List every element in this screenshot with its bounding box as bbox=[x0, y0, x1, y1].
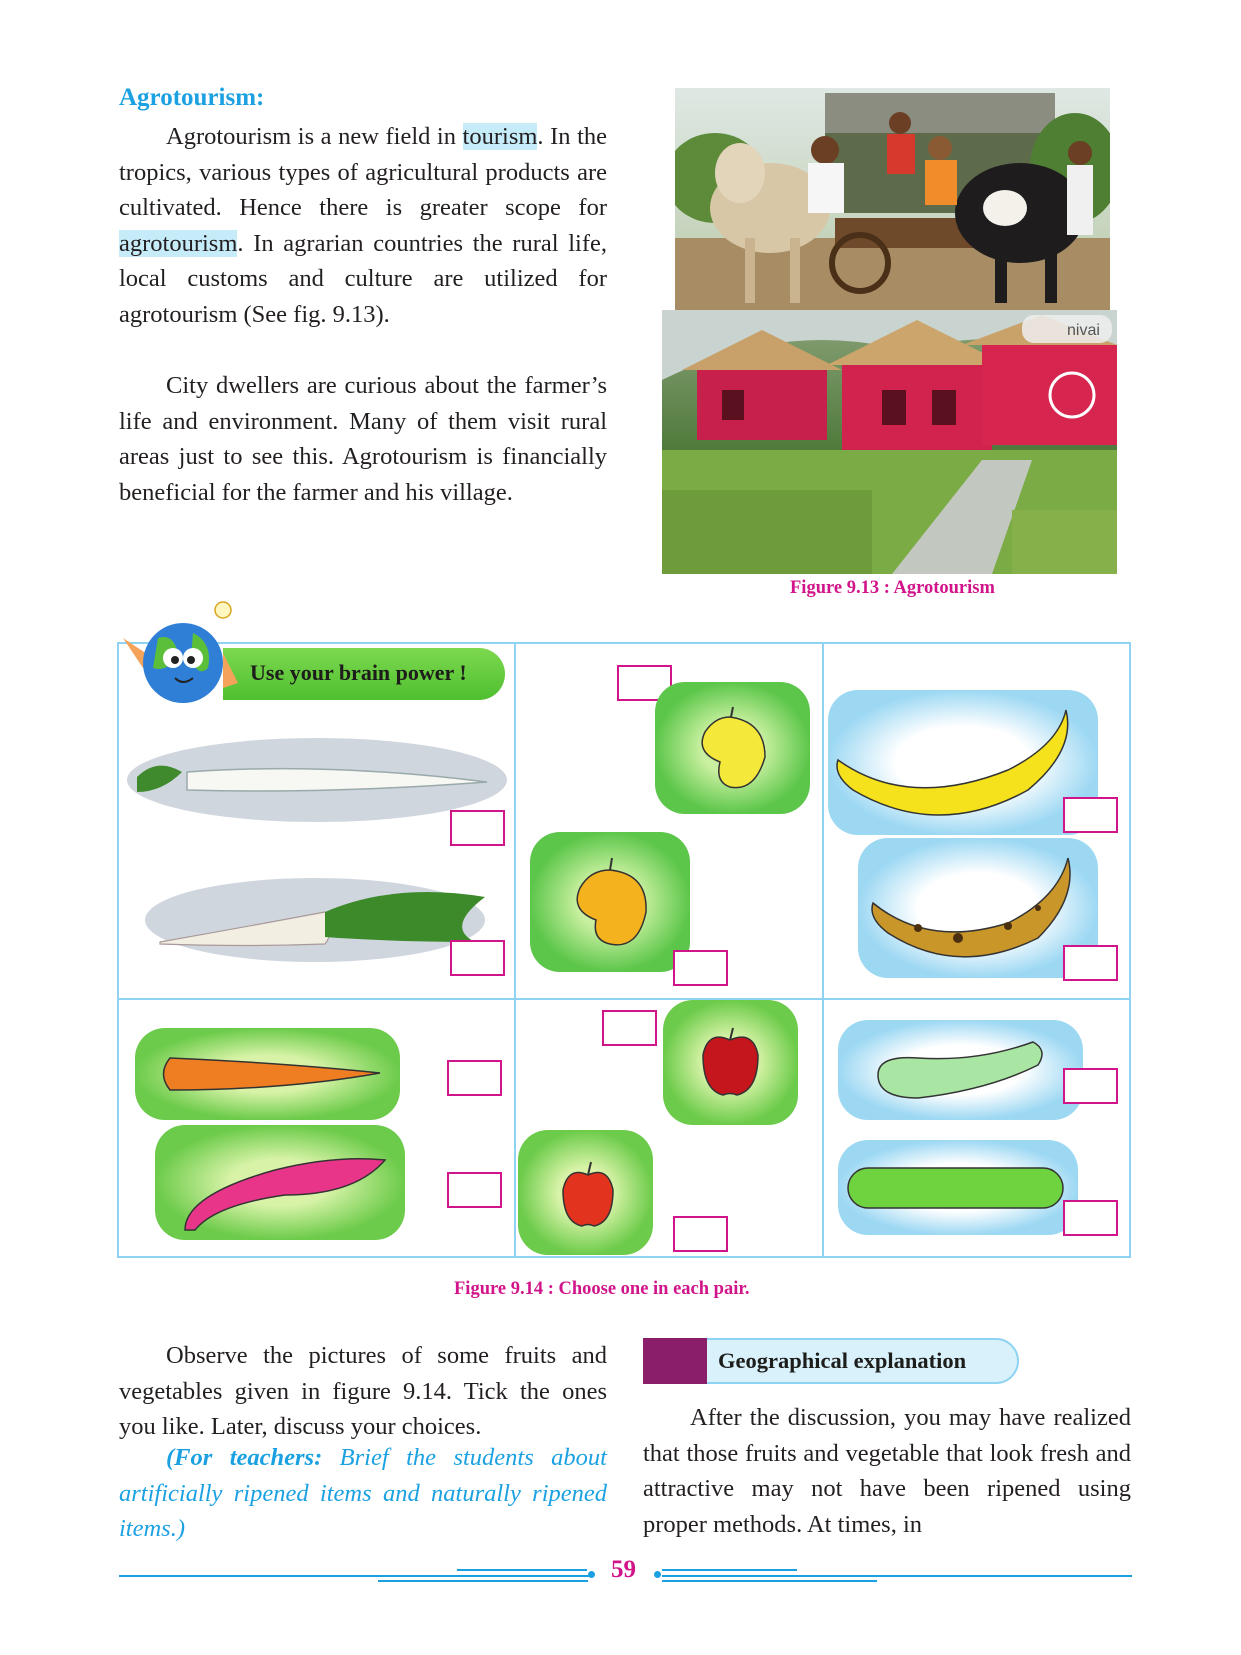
watermark-text: nivai bbox=[1067, 322, 1100, 339]
footer-line-left-lower bbox=[378, 1580, 588, 1582]
tick-box-apple[interactable] bbox=[602, 1010, 657, 1046]
teachers-text: Brief the students about artificially ripened items and naturally ripened items.) bbox=[119, 1444, 607, 1542]
footer-dot-right bbox=[654, 1571, 661, 1578]
tick-box-bottle-gourd[interactable] bbox=[1063, 1068, 1118, 1104]
item-mango bbox=[655, 682, 810, 814]
globe-mascot-icon bbox=[113, 598, 248, 708]
tick-box-spotted-banana[interactable] bbox=[1063, 945, 1118, 981]
teachers-label: (For teachers: bbox=[166, 1444, 323, 1471]
highlight-tourism: tourism bbox=[462, 123, 538, 150]
page-number: 59 bbox=[611, 1556, 636, 1583]
paragraph-geo-explanation: After the discussion, you may have realized that those fruits and vegetable that look fresh and attractive may not have been ripened using proper methods. At times, in bbox=[643, 1404, 1131, 1538]
tick-box-ripe-mango[interactable] bbox=[673, 950, 728, 986]
footer-line-left bbox=[119, 1575, 589, 1577]
tick-box-carrot[interactable] bbox=[447, 1060, 502, 1096]
brain-power-label: Use your brain power ! bbox=[250, 660, 467, 685]
item-bottle-gourd bbox=[838, 1020, 1083, 1120]
tick-box-small-apple[interactable] bbox=[673, 1216, 728, 1252]
item-carrot bbox=[135, 1028, 400, 1120]
p1-text-2: . In the tropics, various types of agricultural products are cultivated. Hence there is greater scope for bbox=[119, 123, 607, 221]
photo-bullock-cart bbox=[675, 88, 1110, 310]
footer-line-right-upper bbox=[662, 1569, 797, 1571]
footer-dot-left bbox=[588, 1571, 595, 1578]
section-heading: Agrotourism: bbox=[119, 84, 265, 111]
footer-line-right-lower bbox=[662, 1580, 877, 1582]
item-spotted-banana bbox=[858, 838, 1098, 978]
tick-box-banana[interactable] bbox=[1063, 797, 1118, 833]
geo-explanation-marker bbox=[643, 1338, 707, 1384]
item-small-apple bbox=[518, 1130, 653, 1255]
item-cucumber bbox=[838, 1140, 1078, 1235]
tick-box-white-radish[interactable] bbox=[450, 810, 505, 846]
tick-box-cucumber[interactable] bbox=[1063, 1200, 1118, 1236]
item-apple bbox=[663, 1000, 798, 1125]
geo-explanation-label: Geographical explanation bbox=[718, 1348, 967, 1373]
teachers-note bbox=[119, 1440, 607, 1547]
footer-line-left-upper bbox=[457, 1569, 587, 1571]
footer-line-right bbox=[662, 1575, 1132, 1577]
item-banana bbox=[828, 690, 1098, 835]
item-ripe-mango bbox=[530, 832, 690, 972]
item-radish bbox=[145, 872, 495, 967]
p1-text-1: Agrotourism is a new field in bbox=[166, 123, 463, 150]
p1-text-3: . In agrarian countries the rural life, local customs and culture are utilized for agrotourism (See fig. 9.13). bbox=[119, 229, 607, 328]
photo-huts-resort bbox=[662, 310, 1117, 574]
paragraph-agrotourism-intro bbox=[119, 119, 607, 332]
item-beetroot bbox=[155, 1125, 405, 1240]
figure-913-caption: Figure 9.13 : Agrotourism bbox=[790, 578, 995, 598]
tick-box-radish[interactable] bbox=[450, 940, 505, 976]
paragraph-city-dwellers: City dwellers are curious about the farmer’s life and environment. Many of them visit rural areas just to see this. Agrotourism is financially beneficial for the farmer and his village. bbox=[119, 372, 607, 506]
highlight-agrotourism: agrotourism bbox=[119, 229, 238, 257]
paragraph-observe: Observe the pictures of some fruits and vegetables given in figure 9.14. Tick the ones you like. Later, discuss your choices. bbox=[119, 1342, 607, 1440]
tick-box-beetroot[interactable] bbox=[447, 1172, 502, 1208]
figure-914-caption: Figure 9.14 : Choose one in each pair. bbox=[454, 1279, 750, 1299]
